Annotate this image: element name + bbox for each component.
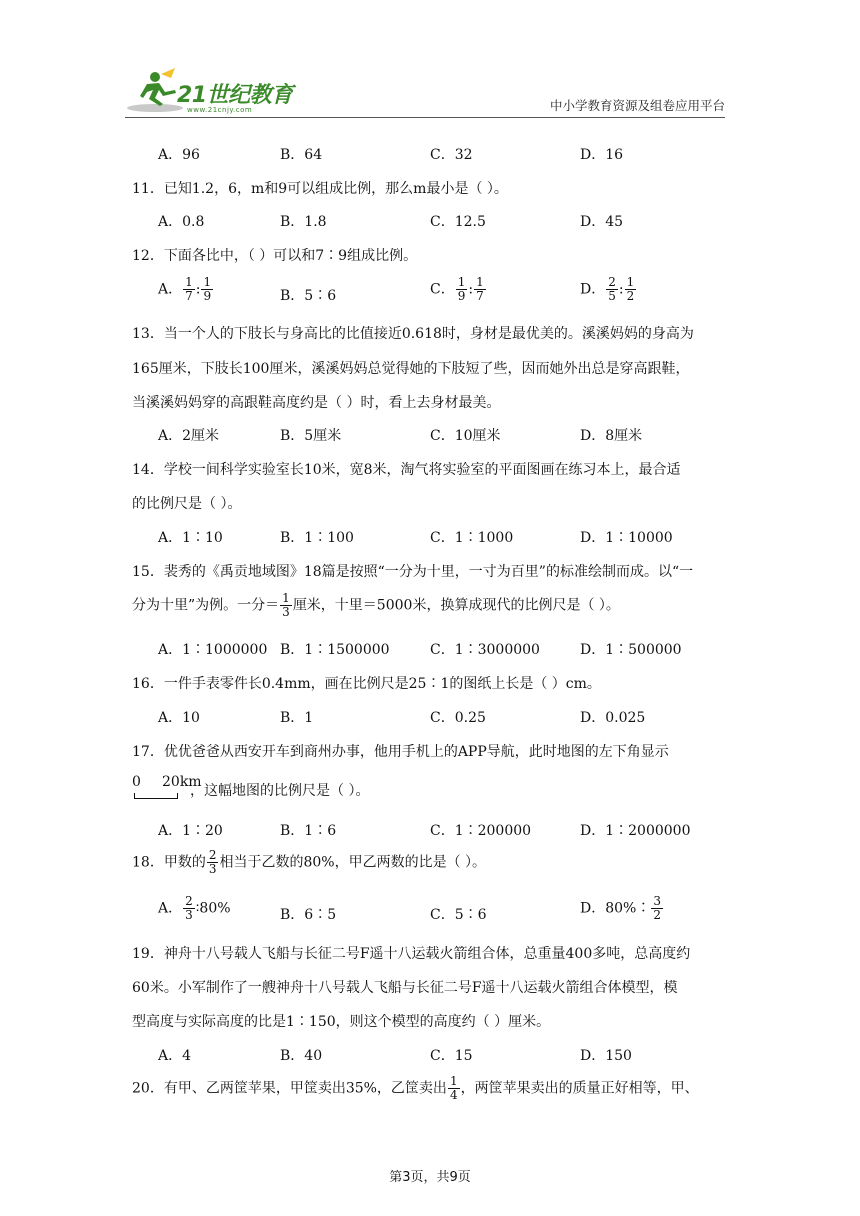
logo-url: www.21cnjy.com [187,106,253,114]
q15-text-part: 厘米，十里＝5000米，换算成现代的比例尺是（ ）。 [292,597,620,614]
option-label: A． [158,900,183,917]
numerator: 1 [185,275,193,289]
numerator: 2 [608,275,616,289]
numerator: 1 [282,591,290,605]
fraction [201,276,213,303]
q19-line-1: 19．神舟十八号载人飞船与长征二号F遥十八运载火箭组合体，总重量400多吨，总高度约 [132,946,691,962]
q14-line-1: 14．学校一间科学实验室长10米，宽8米，淘气将实验室的平面图画在练习本上，最合适 [132,462,681,478]
fraction [625,276,637,303]
q12-text: 12．下面各比中，（ ）可以和7∶9组成比例。 [132,248,418,264]
denominator: 9 [203,289,212,303]
fraction [207,849,219,876]
q16-option-b: B．1 [280,710,314,726]
q10-option-b: B．64 [280,147,323,163]
q16-option-a: A．10 [158,710,200,726]
option-suffix: ∶80% [195,900,231,917]
fraction [606,276,618,303]
q13-option-d: D．8厘米 [580,428,643,444]
q13-line-2: 165厘米，下肢长100厘米，溪溪妈妈总觉得她的下肢短了些，因而她外出总是穿高跟鞋， [132,361,690,377]
q17-option-a: A．1∶20 [158,823,223,839]
q20-text-part: ，两筐苹果卖出的质量正好相等，甲、 [460,1080,699,1097]
q11-option-c: C．12.5 [430,214,486,230]
q10-option-c: C．32 [430,147,473,163]
scale-label-20km: 20km [162,774,202,790]
q17-option-b: B．1∶6 [280,823,337,839]
platform-title: 中小学教育资源及组卷应用平台 [549,98,725,113]
denominator: 4 [449,1088,458,1102]
option-label: D． [580,281,606,298]
q16-option-c: C．0.25 [430,710,486,726]
logo [125,68,295,114]
q18-text-part: 相当于乙数的80%，甲乙两数的比是（ ）。 [219,854,487,871]
denominator: 2 [653,908,661,922]
q15-option-a: A．1∶1000000 [158,642,268,658]
q14-option-b: B．1∶100 [280,530,354,546]
q12-option-d: D． $\frac{2}{5}$ : $\frac{1}{2}$ [580,275,635,303]
denominator: 7 [185,289,193,303]
q15-line-1: 15．裴秀的《禹贡地域图》18篇是按照“一分为十里，一寸为百里”的标准绘制而成。以“一 [132,564,694,580]
q16-option-d: D．0.025 [580,710,646,726]
q11-option-a: A．0.8 [158,214,205,230]
q18-option-c: C．5∶6 [430,907,487,923]
numerator: 3 [653,894,661,908]
fraction [448,1075,460,1102]
numerator: 1 [203,275,212,289]
q13-line-1: 13．当一个人的下肢长与身高比的比值接近0.618时，身材是最优美的。溪溪妈妈的身高为 [132,326,694,342]
q12-option-a: A． $\frac{1}{7}$ : $\frac{1}{9}$ [158,275,212,303]
scale-bar-line [134,793,178,799]
q20-text-part: 20．有甲、乙两筐苹果，甲筐卖出35%，乙筐卖出 [132,1080,447,1097]
q11-option-b: B．1.8 [280,214,327,230]
page-header [125,62,725,118]
q10-option-d: D．16 [580,147,624,163]
option-label: A． [158,281,183,298]
header-divider [125,117,725,118]
fraction [183,276,195,303]
denominator: 2 [626,289,635,303]
numerator: 1 [457,275,466,289]
q19-option-b: B．40 [280,1048,323,1064]
q17-line-1: 17．优优爸爸从西安开车到商州办事，他用手机上的APP导航，此时地图的左下角显示 [132,744,669,760]
q18-text [132,849,486,876]
q19-line-3: 型高度与实际高度的比是1∶150，则这个模型的高度约（ ）厘米。 [132,1014,551,1030]
fraction [456,276,468,303]
denominator: 3 [208,862,217,876]
q12-option-b: B．5∶6 [280,288,337,304]
denominator: 3 [185,908,193,922]
q18-option-a [158,895,231,922]
q13-option-a: A．2厘米 [158,428,220,444]
q11-text: 11．已知1.2，6，m和9可以组成比例，那么m最小是（ ）。 [132,181,508,197]
denominator: 7 [476,289,484,303]
q10-option-a: A．96 [158,147,200,163]
q15-option-d: D．1∶500000 [580,642,682,658]
q18-option-d [580,895,664,922]
scale-label-zero: 0 [132,774,141,790]
q14-option-a: A．1∶10 [158,530,223,546]
q15-line-2 [132,592,620,619]
q18-option-b: B．6∶5 [280,907,337,923]
q13-option-b: B．5厘米 [280,428,342,444]
q20-line-1 [132,1075,699,1102]
numerator: 1 [449,1074,458,1088]
denominator: 5 [608,289,616,303]
option-label: D．80%∶ [580,900,651,917]
option-label: C． [430,281,455,298]
q19-line-2: 60米。小军制作了一艘神舟十八号载人飞船与长征二号F遥十八运载火箭组合体模型，模 [132,980,678,996]
runner-logo-icon [125,68,185,114]
q19-option-a: A．4 [158,1048,192,1064]
q13-line-3: 当溪溪妈妈穿的高跟鞋高度约是（ ）时，看上去身材最美。 [132,395,501,411]
q17-option-d: D．1∶2000000 [580,823,691,839]
denominator: 3 [282,605,290,619]
map-scale-bar [132,774,202,800]
q15-option-b: B．1∶1500000 [280,642,390,658]
q14-option-d: D．1∶10000 [580,530,673,546]
q19-option-c: C．15 [430,1048,473,1064]
page-number: 第3页，共9页 [389,1170,471,1185]
q12-option-c: C． $\frac{1}{9}$ : $\frac{1}{7}$ [430,275,484,303]
logo-text: 21世纪教育 [177,83,293,108]
q18-text-part: 18．甲数的 [132,854,206,871]
q17-line-2: ，这幅地图的比例尺是（ ）。 [190,783,370,799]
denominator: 9 [457,289,466,303]
fraction [651,895,663,922]
numerator: 1 [476,275,484,289]
q13-option-c: C．10厘米 [430,428,501,444]
q15-text-part: 分为十里”为例。一分＝ [132,597,280,614]
q19-option-d: D．150 [580,1048,632,1064]
numerator: 2 [185,894,193,908]
numerator: 1 [626,275,635,289]
q11-option-d: D．45 [580,214,624,230]
fraction [183,895,195,922]
fraction [474,276,486,303]
fraction [280,592,292,619]
q14-line-2: 的比例尺是（ ）。 [132,496,242,512]
q15-option-c: C．1∶3000000 [430,642,540,658]
q17-option-c: C．1∶200000 [430,823,532,839]
q16-text: 16．一件手表零件长0.4mm，画在比例尺是25∶1的图纸上长是（ ）cm。 [132,676,601,692]
numerator: 2 [208,848,217,862]
q14-option-c: C．1∶1000 [430,530,514,546]
